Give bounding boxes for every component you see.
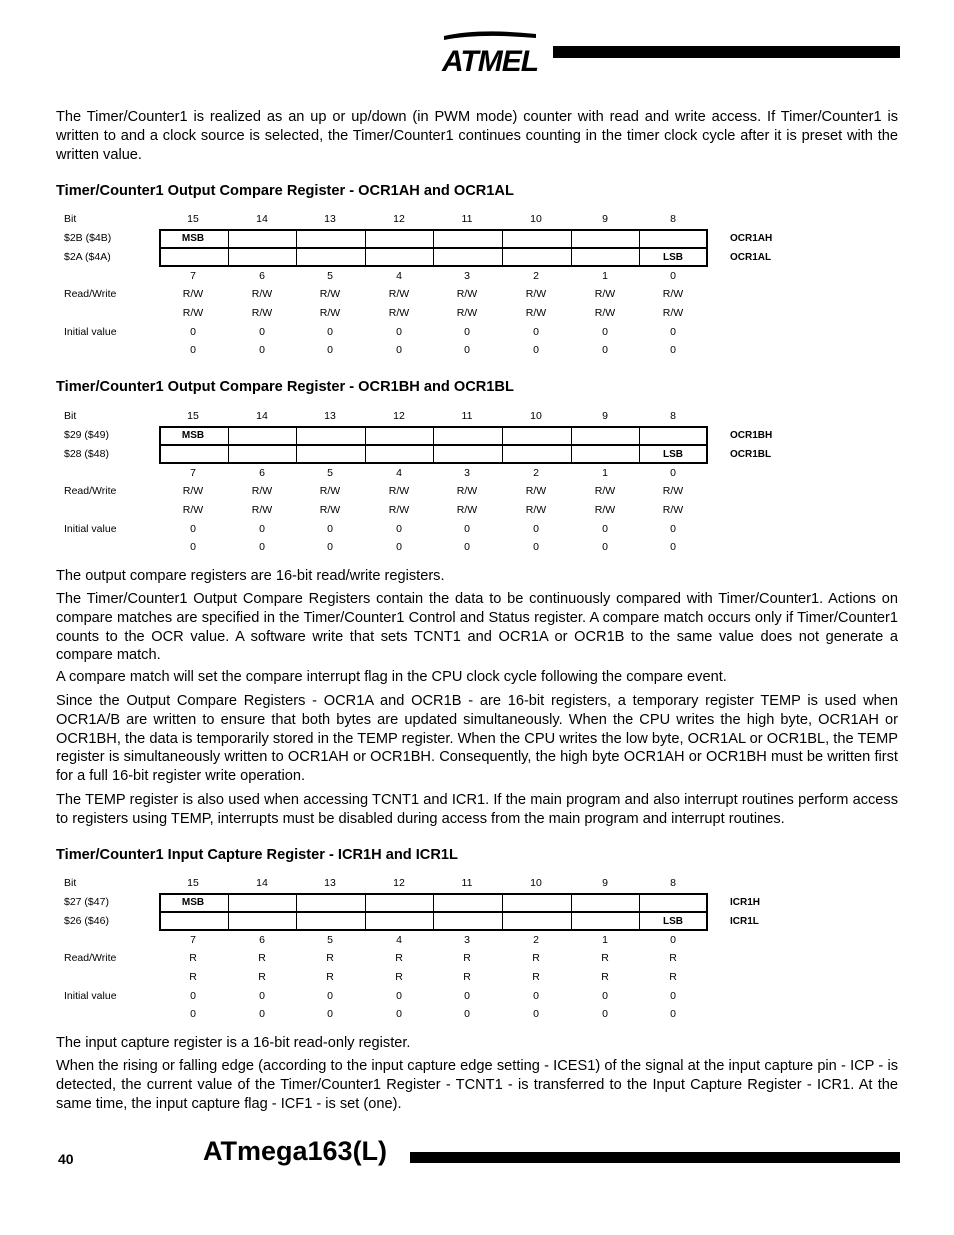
register-name-low: OCR1BL: [730, 449, 772, 460]
bit-number-low: 4: [396, 934, 402, 946]
read-write-high: R: [189, 952, 197, 964]
read-write-high: R/W: [662, 288, 684, 300]
initial-value-high: 0: [327, 326, 333, 338]
initial-value-low: 0: [327, 541, 333, 553]
register-grid-column-line: [228, 893, 229, 931]
initial-value-low: 0: [464, 541, 470, 553]
bit-number-low: 3: [464, 467, 470, 479]
msb-marker: MSB: [181, 897, 205, 908]
bit-number-high: 14: [256, 213, 268, 225]
initial-value-high: 0: [259, 523, 265, 535]
initial-value-low: 0: [190, 541, 196, 553]
bit-number-low: 6: [259, 270, 265, 282]
read-write-low: R/W: [456, 307, 478, 319]
bit-label: Bit: [64, 213, 77, 225]
initial-value-high: 0: [464, 523, 470, 535]
initial-value-low: 0: [602, 541, 608, 553]
register-grid-column-line: [433, 229, 434, 267]
register-name-high: OCR1BH: [730, 430, 773, 441]
read-write-high: R/W: [182, 288, 204, 300]
register-grid-column-line: [365, 229, 366, 267]
initial-value-high: 0: [190, 326, 196, 338]
address-high: $27 ($47): [64, 896, 109, 908]
bit-number-low: 3: [464, 270, 470, 282]
read-write-low: R: [532, 971, 540, 983]
initial-value-high: 0: [396, 326, 402, 338]
register-grid-column-line: [571, 229, 572, 267]
initial-value-high: 0: [670, 523, 676, 535]
initial-value-low: 0: [259, 1008, 265, 1020]
initial-value-low: 0: [602, 344, 608, 356]
read-write-high: R/W: [456, 485, 478, 497]
register-grid-column-line: [502, 893, 503, 931]
read-write-low: R/W: [319, 504, 341, 516]
bit-number-low: 0: [670, 934, 676, 946]
register-grid-column-line: [365, 893, 366, 931]
read-write-low: R/W: [662, 307, 684, 319]
bit-number-high: 9: [602, 213, 608, 225]
page-number: 40: [58, 1151, 74, 1167]
bit-number-high: 10: [530, 410, 542, 422]
register-grid-column-line: [296, 229, 297, 267]
bit-label: Bit: [64, 410, 77, 422]
read-write-label: Read/Write: [64, 952, 117, 964]
read-write-high: R: [395, 952, 403, 964]
read-write-high: R/W: [662, 485, 684, 497]
read-write-low: R/W: [182, 307, 204, 319]
bit-number-high: 11: [461, 213, 473, 225]
bit-number-low: 1: [602, 270, 608, 282]
read-write-low: R/W: [594, 504, 616, 516]
bit-number-low: 5: [327, 467, 333, 479]
read-write-low: R: [395, 971, 403, 983]
initial-value-high: 0: [670, 326, 676, 338]
bit-number-low: 4: [396, 270, 402, 282]
read-write-low: R/W: [251, 307, 273, 319]
initial-value-high: 0: [533, 523, 539, 535]
bit-number-high: 13: [324, 877, 336, 889]
bit-number-high: 15: [187, 877, 199, 889]
bit-number-high: 9: [602, 877, 608, 889]
bit-number-high: 15: [187, 410, 199, 422]
initial-value-low: 0: [533, 1008, 539, 1020]
msb-marker: MSB: [181, 233, 205, 244]
paragraph-input-capture-edge: When the rising or falling edge (according to the input capture edge setting - ICES1) of the signal at the input capture pin - ICP - is detected, the current value of the Timer/Counter1 Register - TCNT1 - is transferred to the Input Capture Register - ICR1. At the same time, the input capture flag - ICF1 - is set (one).: [56, 1058, 898, 1112]
initial-value-label: Initial value: [64, 523, 117, 535]
initial-value-low: 0: [670, 1008, 676, 1020]
initial-value-high: 0: [464, 326, 470, 338]
lsb-marker: LSB: [663, 449, 683, 460]
bit-number-high: 10: [530, 213, 542, 225]
initial-value-low: 0: [533, 541, 539, 553]
initial-value-high: 0: [396, 523, 402, 535]
paragraph-input-capture-readonly: The input capture register is a 16-bit read-only register.: [56, 1035, 411, 1051]
svg-text:ATMEL: ATMEL: [441, 45, 539, 78]
register-grid-column-line: [228, 229, 229, 267]
msb-marker: MSB: [181, 430, 205, 441]
bit-number-high: 13: [324, 410, 336, 422]
register-grid-column-line: [228, 426, 229, 464]
read-write-low: R/W: [388, 307, 410, 319]
initial-value-high: 0: [327, 523, 333, 535]
intro-paragraph: The Timer/Counter1 is realized as an up or up/down (in PWM mode) counter with read and write access. If Timer/Counter1 is written to and a clock source is selected, the Timer/Counter1 continues counting in the timer clock cycle after it is preset with the written value.: [56, 109, 898, 163]
bit-number-low: 0: [670, 467, 676, 479]
read-write-high: R: [601, 952, 609, 964]
initial-value-high: 0: [602, 990, 608, 1002]
initial-value-high: 0: [602, 523, 608, 535]
bit-number-low: 5: [327, 270, 333, 282]
register-grid-column-line: [571, 426, 572, 464]
initial-value-low: 0: [396, 1008, 402, 1020]
register-name-high: OCR1AH: [730, 233, 773, 244]
register-name-low: OCR1AL: [730, 252, 772, 263]
bit-number-high: 14: [256, 410, 268, 422]
bit-label: Bit: [64, 877, 77, 889]
initial-value-low: 0: [396, 541, 402, 553]
bit-number-high: 10: [530, 877, 542, 889]
header-rule: [553, 46, 900, 58]
bit-number-low: 6: [259, 467, 265, 479]
initial-value-low: 0: [259, 344, 265, 356]
bit-number-high: 15: [187, 213, 199, 225]
bit-number-high: 12: [393, 213, 405, 225]
address-low: $2A ($4A): [64, 251, 111, 263]
initial-value-low: 0: [327, 344, 333, 356]
register-heading-ocr1b: Timer/Counter1 Output Compare Register - OCR1BH and OCR1BL: [56, 379, 514, 395]
bit-number-high: 8: [670, 410, 676, 422]
initial-value-high: 0: [190, 990, 196, 1002]
initial-value-label: Initial value: [64, 990, 117, 1002]
register-grid-column-line: [502, 229, 503, 267]
read-write-high: R/W: [456, 288, 478, 300]
initial-value-high: 0: [396, 990, 402, 1002]
bit-number-low: 1: [602, 467, 608, 479]
bit-number-low: 0: [670, 270, 676, 282]
read-write-high: R/W: [319, 288, 341, 300]
bit-number-high: 8: [670, 877, 676, 889]
initial-value-high: 0: [327, 990, 333, 1002]
bit-number-low: 5: [327, 934, 333, 946]
initial-value-label: Initial value: [64, 326, 117, 338]
initial-value-low: 0: [464, 344, 470, 356]
address-high: $29 ($49): [64, 429, 109, 441]
register-grid-column-line: [296, 893, 297, 931]
read-write-high: R: [669, 952, 677, 964]
bit-number-low: 7: [190, 934, 196, 946]
initial-value-high: 0: [533, 990, 539, 1002]
atmel-logo: [440, 28, 540, 78]
read-write-low: R: [326, 971, 334, 983]
read-write-high: R/W: [388, 288, 410, 300]
initial-value-high: 0: [464, 990, 470, 1002]
register-name-high: ICR1H: [730, 897, 761, 908]
bit-number-high: 12: [393, 877, 405, 889]
initial-value-high: 0: [533, 326, 539, 338]
initial-value-low: 0: [670, 344, 676, 356]
read-write-low: R/W: [388, 504, 410, 516]
initial-value-low: 0: [602, 1008, 608, 1020]
initial-value-high: 0: [670, 990, 676, 1002]
paragraph-compare-description: The Timer/Counter1 Output Compare Registers contain the data to be continuously compared with Timer/Counter1. Actions on compare matches are specified in the Timer/Counter1 Control and Status register. A compare match occurs only if Timer/Counter1 counts to the OCR value. A software write that sets TCNT1 and OCR1A or OCR1B to the same value does not generate a compare match.: [56, 591, 898, 664]
initial-value-low: 0: [327, 1008, 333, 1020]
bit-number-low: 7: [190, 270, 196, 282]
initial-value-low: 0: [670, 541, 676, 553]
register-heading-ocr1a: Timer/Counter1 Output Compare Register - OCR1AH and OCR1AL: [56, 183, 514, 199]
register-table-ocr1b: [0, 407, 954, 557]
address-high: $2B ($4B): [64, 232, 112, 244]
read-write-low: R: [463, 971, 471, 983]
bit-number-low: 2: [533, 270, 539, 282]
read-write-low: R/W: [319, 307, 341, 319]
read-write-low: R: [601, 971, 609, 983]
bit-number-high: 8: [670, 213, 676, 225]
initial-value-low: 0: [190, 1008, 196, 1020]
register-grid-column-line: [502, 426, 503, 464]
initial-value-low: 0: [259, 541, 265, 553]
read-write-high: R/W: [594, 288, 616, 300]
read-write-high: R/W: [594, 485, 616, 497]
read-write-high: R/W: [388, 485, 410, 497]
address-low: $26 ($46): [64, 915, 109, 927]
read-write-low: R/W: [594, 307, 616, 319]
initial-value-low: 0: [396, 344, 402, 356]
read-write-label: Read/Write: [64, 485, 117, 497]
paragraph-compare-match: A compare match will set the compare interrupt flag in the CPU clock cycle following the compare event.: [56, 669, 727, 685]
initial-value-low: 0: [190, 344, 196, 356]
bit-number-high: 14: [256, 877, 268, 889]
read-write-low: R/W: [456, 504, 478, 516]
bit-number-low: 6: [259, 934, 265, 946]
register-grid-column-line: [433, 426, 434, 464]
bit-number-high: 11: [461, 877, 473, 889]
register-heading-icr1: Timer/Counter1 Input Capture Register - ICR1H and ICR1L: [56, 847, 458, 863]
document-title: ATmega163(L): [203, 1136, 388, 1166]
read-write-low: R: [258, 971, 266, 983]
read-write-high: R/W: [251, 485, 273, 497]
register-name-low: ICR1L: [730, 916, 759, 927]
lsb-marker: LSB: [663, 252, 683, 263]
register-table-ocr1a: [0, 210, 954, 360]
initial-value-high: 0: [259, 326, 265, 338]
paragraph-temp-interrupts: The TEMP register is also used when accessing TCNT1 and ICR1. If the main program and also interrupt routines perform access to registers using TEMP, interrupts must be disabled during access from the main program and interrupt routines.: [56, 792, 898, 827]
bit-number-low: 1: [602, 934, 608, 946]
bit-number-low: 4: [396, 467, 402, 479]
read-write-high: R: [463, 952, 471, 964]
read-write-low: R/W: [251, 504, 273, 516]
bit-number-high: 9: [602, 410, 608, 422]
paragraph-temp-register: Since the Output Compare Registers - OCR1A and OCR1B - are 16-bit registers, a temporary register TEMP is used when OCR1A/B are written to ensure that both bytes are updated simultaneously. When the CPU writes the high byte, OCR1AH or OCR1BH, the data is temporarily stored in the TEMP register. When the CPU writes the low byte, OCR1AL or OCR1BL, the TEMP register is simultaneously written to OCR1AH or OCR1BH. Consequently, the high byte OCR1AH or OCR1BH must be written first for a full 16-bit register write operation.: [56, 693, 898, 785]
read-write-high: R/W: [525, 485, 547, 497]
register-grid-column-line: [296, 426, 297, 464]
read-write-low: R/W: [662, 504, 684, 516]
read-write-low: R/W: [182, 504, 204, 516]
register-grid-column-line: [365, 426, 366, 464]
initial-value-high: 0: [602, 326, 608, 338]
read-write-high: R/W: [251, 288, 273, 300]
read-write-high: R/W: [319, 485, 341, 497]
register-grid-column-line: [571, 893, 572, 931]
bit-number-low: 2: [533, 467, 539, 479]
bit-number-high: 11: [461, 410, 473, 422]
register-table-icr1: [0, 874, 954, 1024]
read-write-low: R: [189, 971, 197, 983]
bit-number-low: 7: [190, 467, 196, 479]
initial-value-high: 0: [259, 990, 265, 1002]
read-write-low: R/W: [525, 504, 547, 516]
read-write-high: R: [326, 952, 334, 964]
read-write-low: R/W: [525, 307, 547, 319]
read-write-high: R: [532, 952, 540, 964]
read-write-high: R: [258, 952, 266, 964]
bit-number-high: 13: [324, 213, 336, 225]
initial-value-low: 0: [464, 1008, 470, 1020]
read-write-high: R/W: [525, 288, 547, 300]
read-write-low: R: [669, 971, 677, 983]
lsb-marker: LSB: [663, 916, 683, 927]
paragraph-16bit-rw: The output compare registers are 16-bit read/write registers.: [56, 568, 445, 584]
bit-number-low: 3: [464, 934, 470, 946]
bit-number-low: 2: [533, 934, 539, 946]
bit-number-high: 12: [393, 410, 405, 422]
register-grid-column-line: [433, 893, 434, 931]
footer-rule: [410, 1152, 900, 1163]
address-low: $28 ($48): [64, 448, 109, 460]
read-write-high: R/W: [182, 485, 204, 497]
initial-value-high: 0: [190, 523, 196, 535]
read-write-label: Read/Write: [64, 288, 117, 300]
initial-value-low: 0: [533, 344, 539, 356]
